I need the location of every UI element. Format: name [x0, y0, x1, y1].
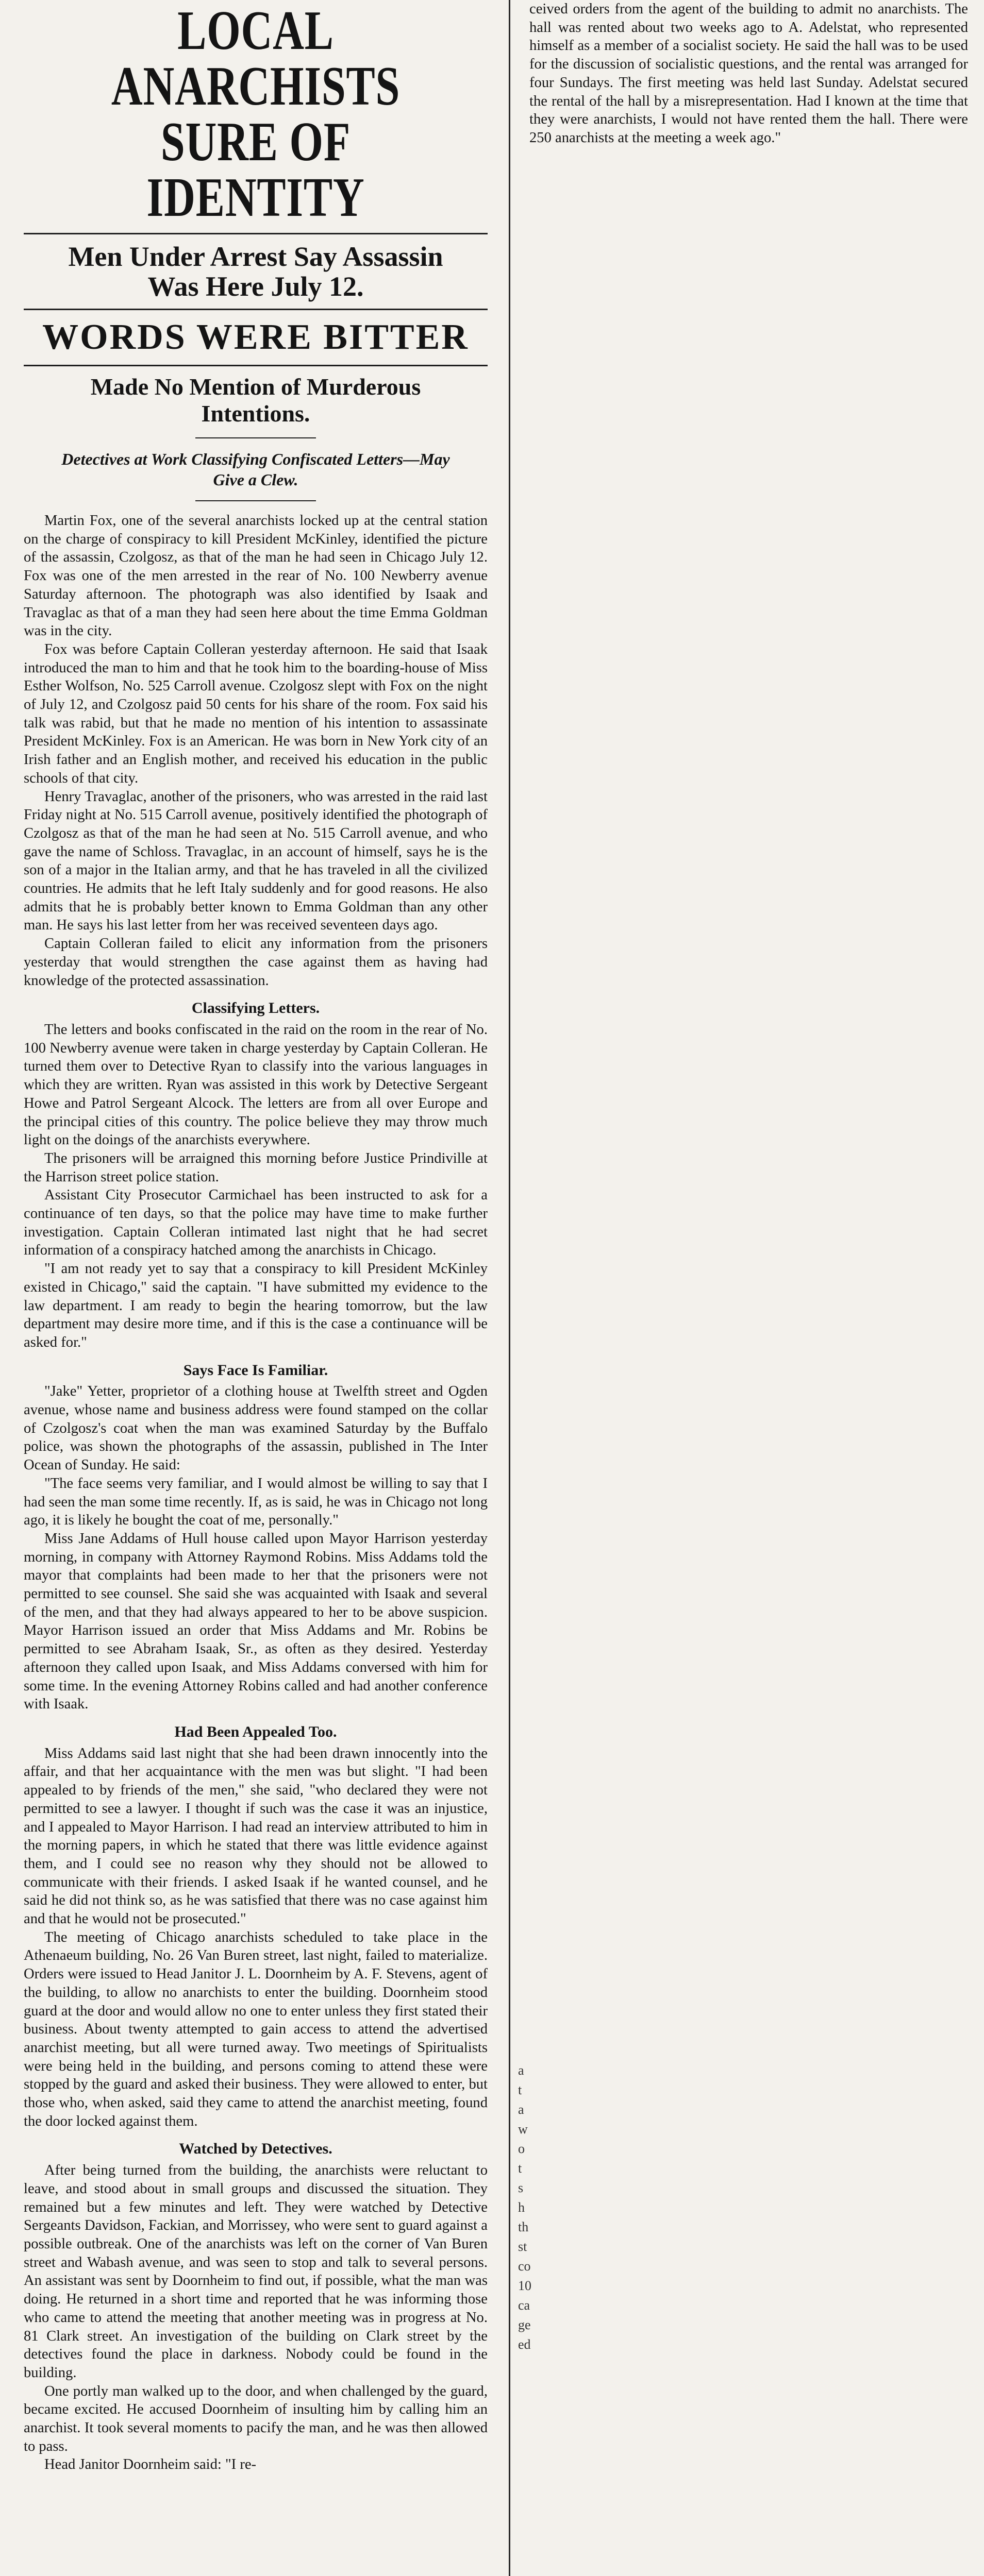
subhead-watched-by-detectives: Watched by Detectives.	[179, 2140, 332, 2158]
paragraph: After being turned from the building, the anarchists were reluctant to leave, and stood about in small groups and discussed the situation. They remained but a few minutes and left. They were watched by Detective Sergeants Davidson, Fackian, and Morrissey, who were sent to guard against a possible outbreak. One of the anarchists was left on the corner of Van Buren street and Wabash avenue, and was seen to stop and talk to several persons. An assistant was sent by Doornheim to find out, if possible, what the man was doing. He returned in a short time and reported that he was informing those who came to attend the meeting that another meeting was in progress at No. 81 Clark street. An investigation of the building on Clark street by the detectives found the place in darkness. Nobody could be found in the building.	[24, 2162, 488, 2381]
margin-fragment: s	[518, 2180, 524, 2195]
subhead-says-face-is-familiar: Says Face Is Familiar.	[183, 1361, 328, 1379]
paragraph: Captain Colleran failed to elicit any information from the prisoners yesterday that would strengthen the case against them as having had knowledge of the protected assassination.	[24, 936, 488, 989]
margin-fragment: co	[518, 2259, 531, 2274]
deck-4: Detectives at Work Classifying Confiscated Letters—May Give a Clew.	[61, 450, 450, 489]
paragraph: "The face seems very familiar, and I would almost be willing to say that I had seen the man some time recently. If, as is said, he was in Chicago not long ago, it is likely he bought the coat of me, personally."	[24, 1475, 488, 1529]
margin-fragment: o	[518, 2141, 525, 2156]
paragraph: The letters and books confiscated in the raid on the room in the rear of No. 100 Newberry avenue were taken in charge yesterday by Captain Colleran. He turned them over to Detective Ryan to classify into the various languages in which they are written. Ryan was assisted in this work by Detective Sergeant Howe and Patrol Sergeant Alcock. The letters are from all over Europe and the principal cities of this country. The police believe they may throw much light on the doings of the anarchists everywhere.	[24, 1021, 488, 1148]
deck-rule-3	[195, 437, 316, 438]
margin-fragment: a	[518, 2063, 524, 2078]
margin-fragment: a	[518, 2102, 524, 2117]
margin-fragment: w	[518, 2122, 528, 2137]
column-rule	[509, 0, 510, 2576]
adjacent-column-fragments	[518, 2061, 564, 2576]
margin-fragment: t	[518, 2161, 522, 2176]
continuation-paragraph: ceived orders from the agent of the building to admit no anarchists. The hall was rented about two weeks ago to A. Adelstat, who represented himself as a member of a socialist society. He said the hall was to be used for the discussion of socialistic questions, and the rental was arranged for four Sundays. The first meeting was held last Sunday. Adelstat secured the rental of the hall by a misrepresentation. Had I known at the time that they were anarchists, I would not have rented them the hall. There were 250 anarchists at the meeting a week ago."	[529, 1, 968, 146]
deck-2: WORDS WERE BITTER	[42, 317, 469, 357]
paragraph: Assistant City Prosecutor Carmichael has been instructed to ask for a continuance of ten days, so that the police may have time to make further investigation. Captain Colleran intimated last night that he had secret information of a conspiracy hatched among the anarchists in Chicago.	[24, 1187, 488, 1259]
margin-fragment: t	[518, 2082, 522, 2097]
paragraph: The prisoners will be arraigned this morning before Justice Prindiville at the Harrison street police station.	[24, 1150, 488, 1185]
margin-fragment: ed	[518, 2337, 531, 2352]
paragraph: "Jake" Yetter, proprietor of a clothing house at Twelfth street and Ogden avenue, whose name and business address were found stamped on the collar of Czolgosz's coat when the man was examined Saturday by the Buffalo police, was shown the photographs of the assassin, published in The Inter Ocean of Sunday. He said:	[24, 1383, 488, 1473]
article-body	[24, 512, 488, 2474]
deck-rule-1	[24, 309, 488, 310]
headline-rule	[24, 233, 488, 234]
paragraph: Miss Addams said last night that she had been drawn innocently into the affair, and that her acquaintance with the men was but slight. "I had been appealed to by friends of the men," she said, "who declared they were not permitted to see a lawyer. I thought if such was the case it was an injustice, and I appealed to Mayor Harrison. I had read an interview attributed to him in the morning papers, in which he stated that there was little evidence against them, and I could see no reason why they should not be allowed to communicate with their friends. I asked Isaak if he wanted counsel, and he said he did not think so, as he was satisfied that there was no case against him and that he would not be prosecuted."	[24, 1745, 488, 1927]
article-column	[8, 0, 498, 2576]
paragraph: Martin Fox, one of the several anarchists locked up at the central station on the charge of conspiracy to kill President McKinley, identified the picture of the assassin, Czolgosz, as that of the man he had seen in Chicago July 12. Fox was one of the men arrested in the rear of No. 100 Newberry avenue Saturday afternoon. The photograph was also identified by Isaak and Travaglac as that of a man they had seen here about the time Emma Goldman was in the city.	[24, 513, 488, 639]
paragraph: Henry Travaglac, another of the prisoners, who was arrested in the raid last Friday night at No. 515 Carroll avenue, positively identified the photograph of Czolgosz as that of the man he had seen at No. 515 Carroll avenue, and who gave the name of Schloss. Travaglac, in an account of himself, says he is the son of a major in the Italian army, and that he has traveled in all the civilized countries. He admits that he left Italy suddenly and for good reasons. He also admits that he is probably better known to Emma Goldman than any other man. He says his last letter from her was received seventeen days ago.	[24, 788, 488, 934]
paragraph: "I am not ready yet to say that a conspiracy to kill President McKinley existed in Chicago," said the captain. "I have submitted my evidence to the law department. I am ready to begin the hearing tomorrow, but the law department may desire more time, and if this is the case a continuance will be asked for."	[24, 1261, 488, 1350]
margin-fragment: 10	[518, 2278, 531, 2293]
deck-3-line-1: Made No Mention of Murderous	[90, 374, 421, 400]
deck-3-line-2: Intentions.	[201, 400, 310, 427]
continuation-column	[518, 0, 974, 147]
margin-fragment: ge	[518, 2317, 531, 2332]
headline-line-2: SURE OF IDENTITY	[146, 111, 365, 228]
paragraph: The meeting of Chicago anarchists scheduled to take place in the Athenaeum building, No. 26 Van Buren street, last night, failed to materialize. Orders were issued to Head Janitor J. L. Doornheim by A. F. Stevens, agent of the building, to allow no anarchists to enter the building. Doornheim stood guard at the door and would allow no one to enter unless they first stated their business. About twenty attempted to gain access to attend the advertised anarchist meeting, but all were turned away. Two meetings of Spiritualists were being held in the building, and persons coming to attend these were stopped by the guard and asked their business. They were allowed to enter, but those who, when asked, said they came to attend the anarchist meeting, found the door locked against them.	[24, 1929, 488, 2129]
paragraph: Miss Jane Addams of Hull house called upon Mayor Harrison yesterday morning, in company with Attorney Raymond Robins. Miss Addams told the mayor that complaints had been made to her that the prisoners were not permitted to see counsel. She said she was acquainted with Isaak and several of the men, and that they had always appeared to her to be above suspicion. Mayor Harrison issued an order that Miss Addams and Mr. Robins be permitted to see Abraham Isaak, Sr., as often as they desired. Yesterday afternoon they called upon Isaak, and Miss Addams conversed with him for some time. In the evening Attorney Robins called and had another conference with Isaak.	[24, 1530, 488, 1713]
margin-fragment: st	[518, 2239, 527, 2254]
deck-1-line-1: Men Under Arrest Say Assassin	[68, 241, 443, 272]
margin-fragment: th	[518, 2219, 529, 2234]
paragraph: Head Janitor Doornheim said: "I re-	[44, 2456, 257, 2473]
deck-1-line-2: Was Here July 12.	[147, 271, 364, 302]
deck-rule-4	[195, 500, 316, 501]
paragraph: One portly man walked up to the door, and when challenged by the guard, became excited. He accused Doornheim of insulting him by calling him an anarchist. It took several moments to pacify the man, and he was then allowed to pass.	[24, 2383, 488, 2454]
subhead-classifying-letters: Classifying Letters.	[191, 999, 320, 1017]
headline-line-1: LOCAL ANARCHISTS	[111, 0, 401, 117]
margin-fragment: h	[518, 2200, 525, 2215]
subhead-had-been-appealed-too: Had Been Appealed Too.	[174, 1723, 337, 1740]
deck-rule-2	[24, 365, 488, 366]
margin-fragment: ca	[518, 2298, 530, 2313]
paragraph: Fox was before Captain Colleran yesterday afternoon. He said that Isaak introduced the man to him and that he took him to the boarding-house of Miss Esther Wolfson, No. 525 Carroll avenue. Czolgosz slept with Fox on the night of July 12, and Czolgosz paid 50 cents for his share of the room. Fox said his talk was rabid, but that he made no mention of his intention to assassinate President McKinley. Fox is an American. He was born in New York city of an Irish father and an English mother, and received his education in the public schools of that city.	[24, 641, 488, 786]
